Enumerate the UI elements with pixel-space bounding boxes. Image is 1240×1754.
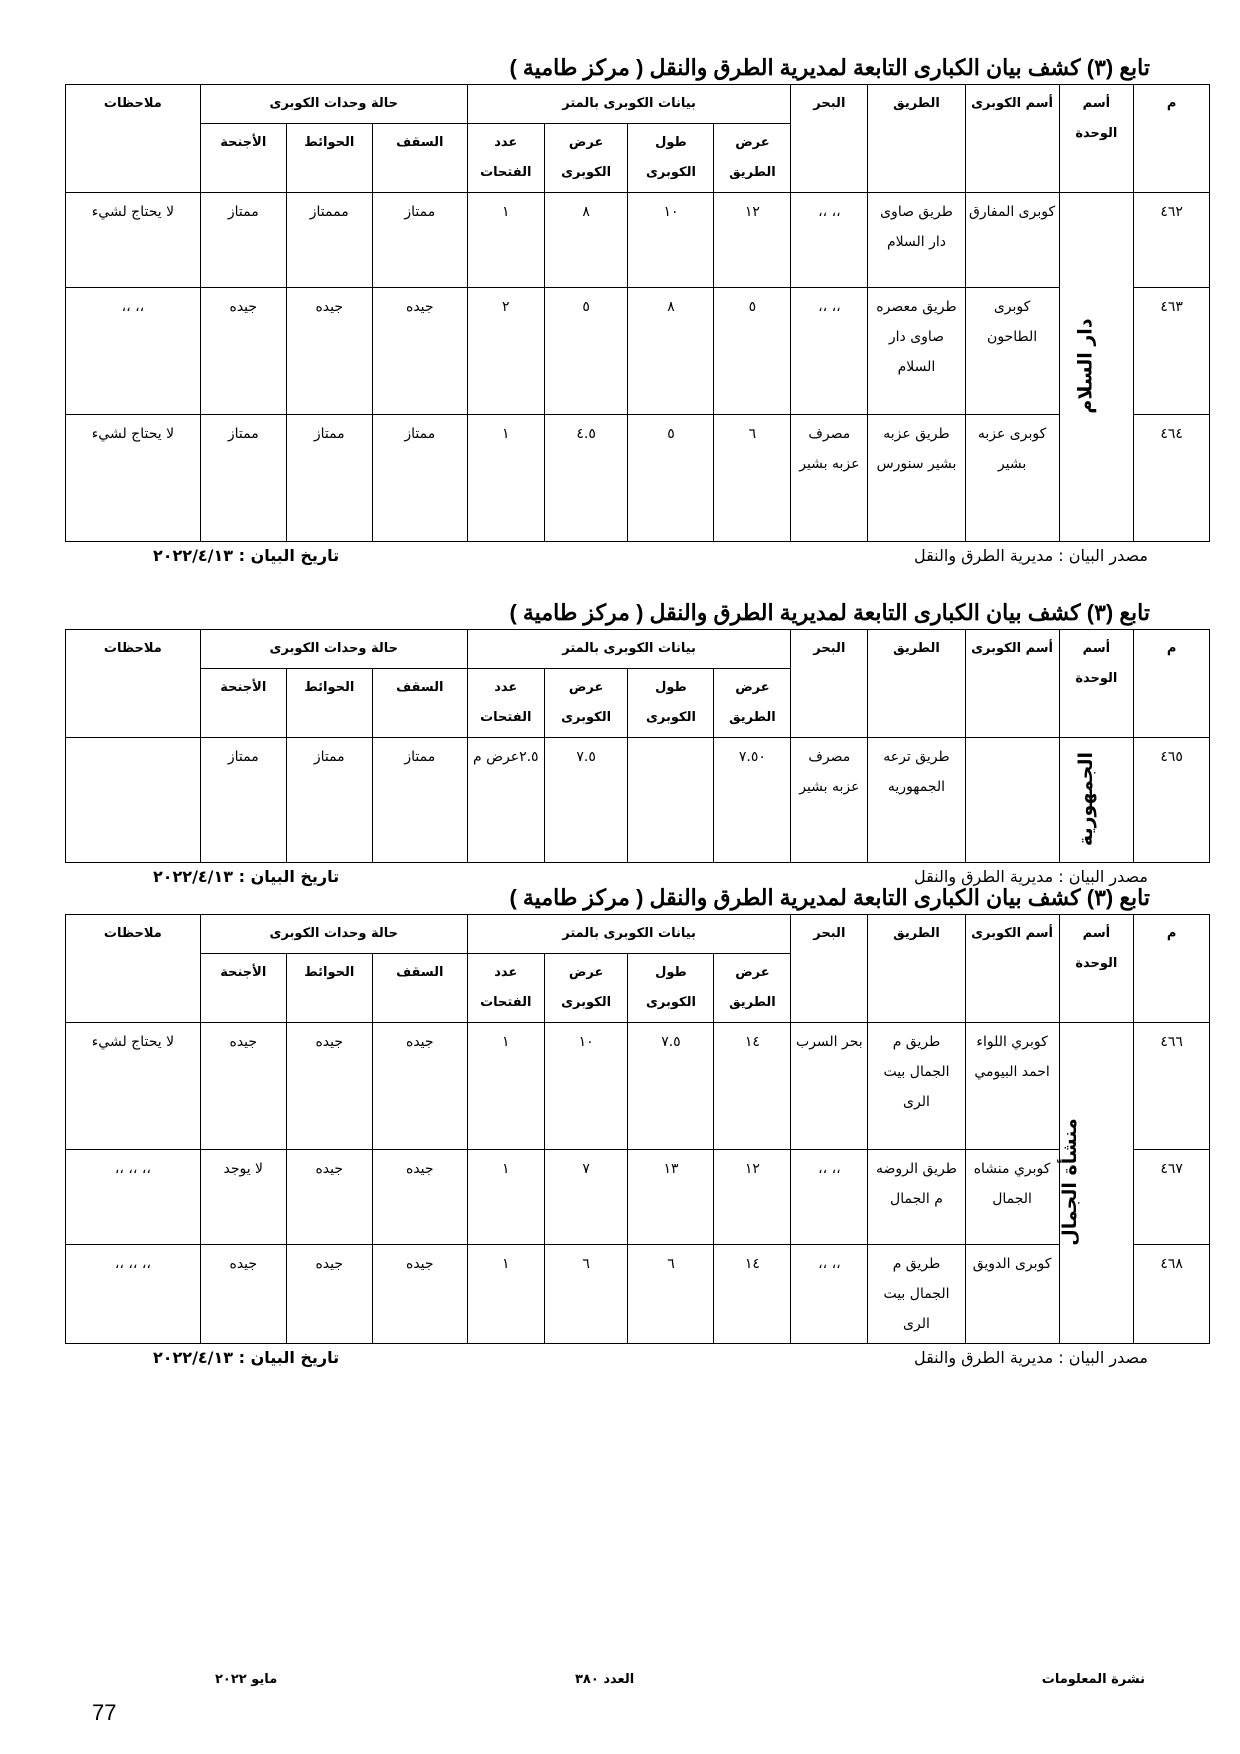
bridges-table [65,914,1210,1344]
header-notes: ملاحظات [66,915,201,1023]
cell-road-width: ١٢ [714,193,791,288]
cell-m: ٤٦٤ [1134,415,1210,542]
table-row [66,738,1210,863]
header-road-width: عرض الطريق [714,954,791,1023]
cell-bridge-length: ٥ [628,415,714,542]
header-state-group: حالة وحدات الكوبرى [200,85,467,124]
cell-bridge: كوبري منشاه الجمال [965,1150,1059,1245]
header-road: الطريق [868,915,965,1023]
table-row [66,1023,1210,1150]
cell-m: ٤٦٦ [1134,1023,1210,1150]
cell-openings: ١ [467,1023,544,1150]
header-sea: البحر [791,915,868,1023]
cell-wings: جيده [200,288,286,415]
header-bridge: أسم الكوبرى [965,630,1059,738]
cell-m: ٤٦٢ [1134,193,1210,288]
header-road-width: عرض الطريق [714,669,791,738]
cell-roof: جيده [372,288,467,415]
cell-road: طريق صاوى دار السلام [868,193,965,288]
data-source: مصدر البيان : مديرية الطرق والنقل [913,1348,1148,1367]
header-bridge: أسم الكوبرى [965,915,1059,1023]
cell-sea: ،، ،، [791,193,868,288]
cell-roof: جيده [372,1023,467,1150]
cell-roof: ممتاز [372,738,467,863]
cell-bridge-length [628,738,714,863]
bridges-table [65,84,1210,542]
header-road: الطريق [868,85,965,193]
cell-m: ٤٦٣ [1134,288,1210,415]
header-unit: أسم الوحدة [1059,85,1134,193]
cell-openings: ١ [467,1245,544,1344]
cell-road: طريق م الجمال بيت الرى [868,1245,965,1344]
header-road-width: عرض الطريق [714,124,791,193]
table-title: تابع (٣) كشف بيان الكبارى التابعة لمديرية الطرق والنقل ( مركز طامية ) [509,885,1150,910]
cell-road: طريق معصره صاوى دار السلام [868,288,965,415]
cell-road: طريق م الجمال بيت الرى [868,1023,965,1150]
cell-road: طريق عزبه بشير سنورس [868,415,965,542]
bridge-table-section [65,882,1210,1374]
bridge-table-section [65,52,1210,572]
cell-walls: جيده [286,288,372,415]
header-roof: السقف [372,669,467,738]
cell-roof: جيده [372,1245,467,1344]
unit-name: دار السلام [1074,318,1097,414]
cell-sea: ،، ،، [791,1150,868,1245]
header-wings: الأجنحة [200,124,286,193]
data-date: تاريخ البيان : ٢٠٢٢/٤/١٣ [153,1348,340,1367]
table-row [66,193,1210,288]
cell-bridge-length: ٨ [628,288,714,415]
header-m: م [1134,85,1210,193]
cell-sea: مصرف عزبه بشير [791,738,868,863]
table-row [66,415,1210,542]
cell-notes: لا يحتاج لشيء [66,193,201,288]
cell-roof: ممتاز [372,415,467,542]
cell-m: ٤٦٥ [1134,738,1210,863]
table-footer [65,1344,1210,1374]
header-state-group: حالة وحدات الكوبرى [200,630,467,669]
header-data-group: بيانات الكوبرى بالمتر [467,630,791,669]
cell-openings: ٢ [467,288,544,415]
cell-bridge: كوبرى عزبه بشير [965,415,1059,542]
table-row [66,1245,1210,1344]
cell-openings: ١ [467,193,544,288]
header-roof: السقف [372,124,467,193]
publication-name: نشرة المعلومات [1041,1672,1145,1687]
cell-bridge: كوبرى الطاحون [965,288,1059,415]
header-road: الطريق [868,630,965,738]
cell-roof: جيده [372,1150,467,1245]
cell-walls: جيده [286,1023,372,1150]
cell-m: ٤٦٨ [1134,1245,1210,1344]
unit-name-cell [1059,193,1134,542]
cell-walls: ممتاز [286,738,372,863]
header-walls: الحوائط [286,669,372,738]
header-openings: عدد الفتحات [467,954,544,1023]
data-date: تاريخ البيان : ٢٠٢٢/٤/١٣ [153,867,340,886]
header-bridge-length: طول الكوبرى [628,669,714,738]
cell-road: طريق ترعه الجمهوريه [868,738,965,863]
cell-notes: ،، ،، [66,288,201,415]
cell-bridge: كوبرى المفارق [965,193,1059,288]
header-bridge-length: طول الكوبرى [628,124,714,193]
cell-bridge-width: ٥ [544,288,628,415]
header-roof: السقف [372,954,467,1023]
cell-notes: لا يحتاج لشيء [66,1023,201,1150]
cell-road-width: ٥ [714,288,791,415]
cell-walls: ممتاز [286,415,372,542]
header-bridge-width: عرض الكوبرى [544,124,628,193]
cell-wings: جيده [200,1245,286,1344]
cell-notes: لا يحتاج لشيء [66,415,201,542]
header-bridge: أسم الكوبرى [965,85,1059,193]
header-notes: ملاحظات [66,630,201,738]
cell-openings: ١ [467,415,544,542]
cell-road-width: ١٤ [714,1023,791,1150]
data-source: مصدر البيان : مديرية الطرق والنقل [913,867,1148,886]
table-title: تابع (٣) كشف بيان الكبارى التابعة لمديرية الطرق والنقل ( مركز طامية ) [509,55,1150,80]
cell-wings: ممتاز [200,738,286,863]
unit-name: الجمهورية [1075,751,1098,847]
cell-wings: جيده [200,1023,286,1150]
cell-road: طريق الروضه م الجمال [868,1150,965,1245]
cell-road-width: ١٢ [714,1150,791,1245]
cell-bridge-length: ١٠ [628,193,714,288]
header-m: م [1134,630,1210,738]
cell-bridge-width: ٤.٥ [544,415,628,542]
cell-bridge-width: ٧ [544,1150,628,1245]
cell-wings: لا يوجد [200,1150,286,1245]
header-bridge-width: عرض الكوبرى [544,669,628,738]
cell-road-width: ٧.٥٠ [714,738,791,863]
header-walls: الحوائط [286,954,372,1023]
issue-number: العدد ٣٨٠ [575,1672,635,1687]
header-state-group: حالة وحدات الكوبرى [200,915,467,954]
header-notes: ملاحظات [66,85,201,193]
cell-walls: مممتاز [286,193,372,288]
cell-sea: بحر السرب [791,1023,868,1150]
cell-roof: ممتاز [372,193,467,288]
header-data-group: بيانات الكوبرى بالمتر [467,915,791,954]
cell-bridge-length: ١٣ [628,1150,714,1245]
header-openings: عدد الفتحات [467,669,544,738]
bridges-table [65,629,1210,863]
cell-sea: ،، ،، [791,1245,868,1344]
cell-bridge-length: ٦ [628,1245,714,1344]
cell-notes: ،، ،، ،، [66,1245,201,1344]
header-bridge-width: عرض الكوبرى [544,954,628,1023]
page-number: 77 [92,1700,117,1725]
unit-name-cell [1059,1023,1134,1344]
cell-m: ٤٦٧ [1134,1150,1210,1245]
bridge-table-section [65,597,1210,893]
header-m: م [1134,915,1210,1023]
header-unit: أسم الوحدة [1059,630,1134,738]
header-unit: أسم الوحدة [1059,915,1134,1023]
table-title: تابع (٣) كشف بيان الكبارى التابعة لمديرية الطرق والنقل ( مركز طامية ) [509,600,1150,625]
header-sea: البحر [791,630,868,738]
cell-bridge-length: ٧.٥ [628,1023,714,1150]
cell-walls: جيده [286,1150,372,1245]
cell-bridge-width: ٧.٥ [544,738,628,863]
table-footer [65,542,1210,572]
issue-month: مايو ٢٠٢٢ [215,1672,278,1687]
cell-sea: ،، ،، [791,288,868,415]
cell-openings: ١ [467,1150,544,1245]
cell-bridge: كوبري اللواء احمد البيومي [965,1023,1059,1150]
header-wings: الأجنحة [200,669,286,738]
header-sea: البحر [791,85,868,193]
header-bridge-length: طول الكوبرى [628,954,714,1023]
cell-openings: ٢.٥عرض م [467,738,544,863]
cell-road-width: ٦ [714,415,791,542]
header-wings: الأجنحة [200,954,286,1023]
cell-bridge-width: ١٠ [544,1023,628,1150]
cell-wings: ممتاز [200,415,286,542]
cell-bridge-width: ٦ [544,1245,628,1344]
data-source: مصدر البيان : مديرية الطرق والنقل [913,546,1148,565]
cell-sea: مصرف عزبه بشير [791,415,868,542]
cell-bridge-width: ٨ [544,193,628,288]
cell-road-width: ١٤ [714,1245,791,1344]
data-date: تاريخ البيان : ٢٠٢٢/٤/١٣ [153,546,340,565]
cell-walls: جيده [286,1245,372,1344]
cell-notes [66,738,201,863]
cell-wings: ممتاز [200,193,286,288]
unit-name-cell [1059,738,1134,863]
cell-notes: ،، ،، ،، [66,1150,201,1245]
header-walls: الحوائط [286,124,372,193]
header-openings: عدد الفتحات [467,124,544,193]
cell-bridge: كوبرى الدويق [965,1245,1059,1344]
unit-name: منشأة الجمال [1058,1118,1081,1246]
header-data-group: بيانات الكوبرى بالمتر [467,85,791,124]
